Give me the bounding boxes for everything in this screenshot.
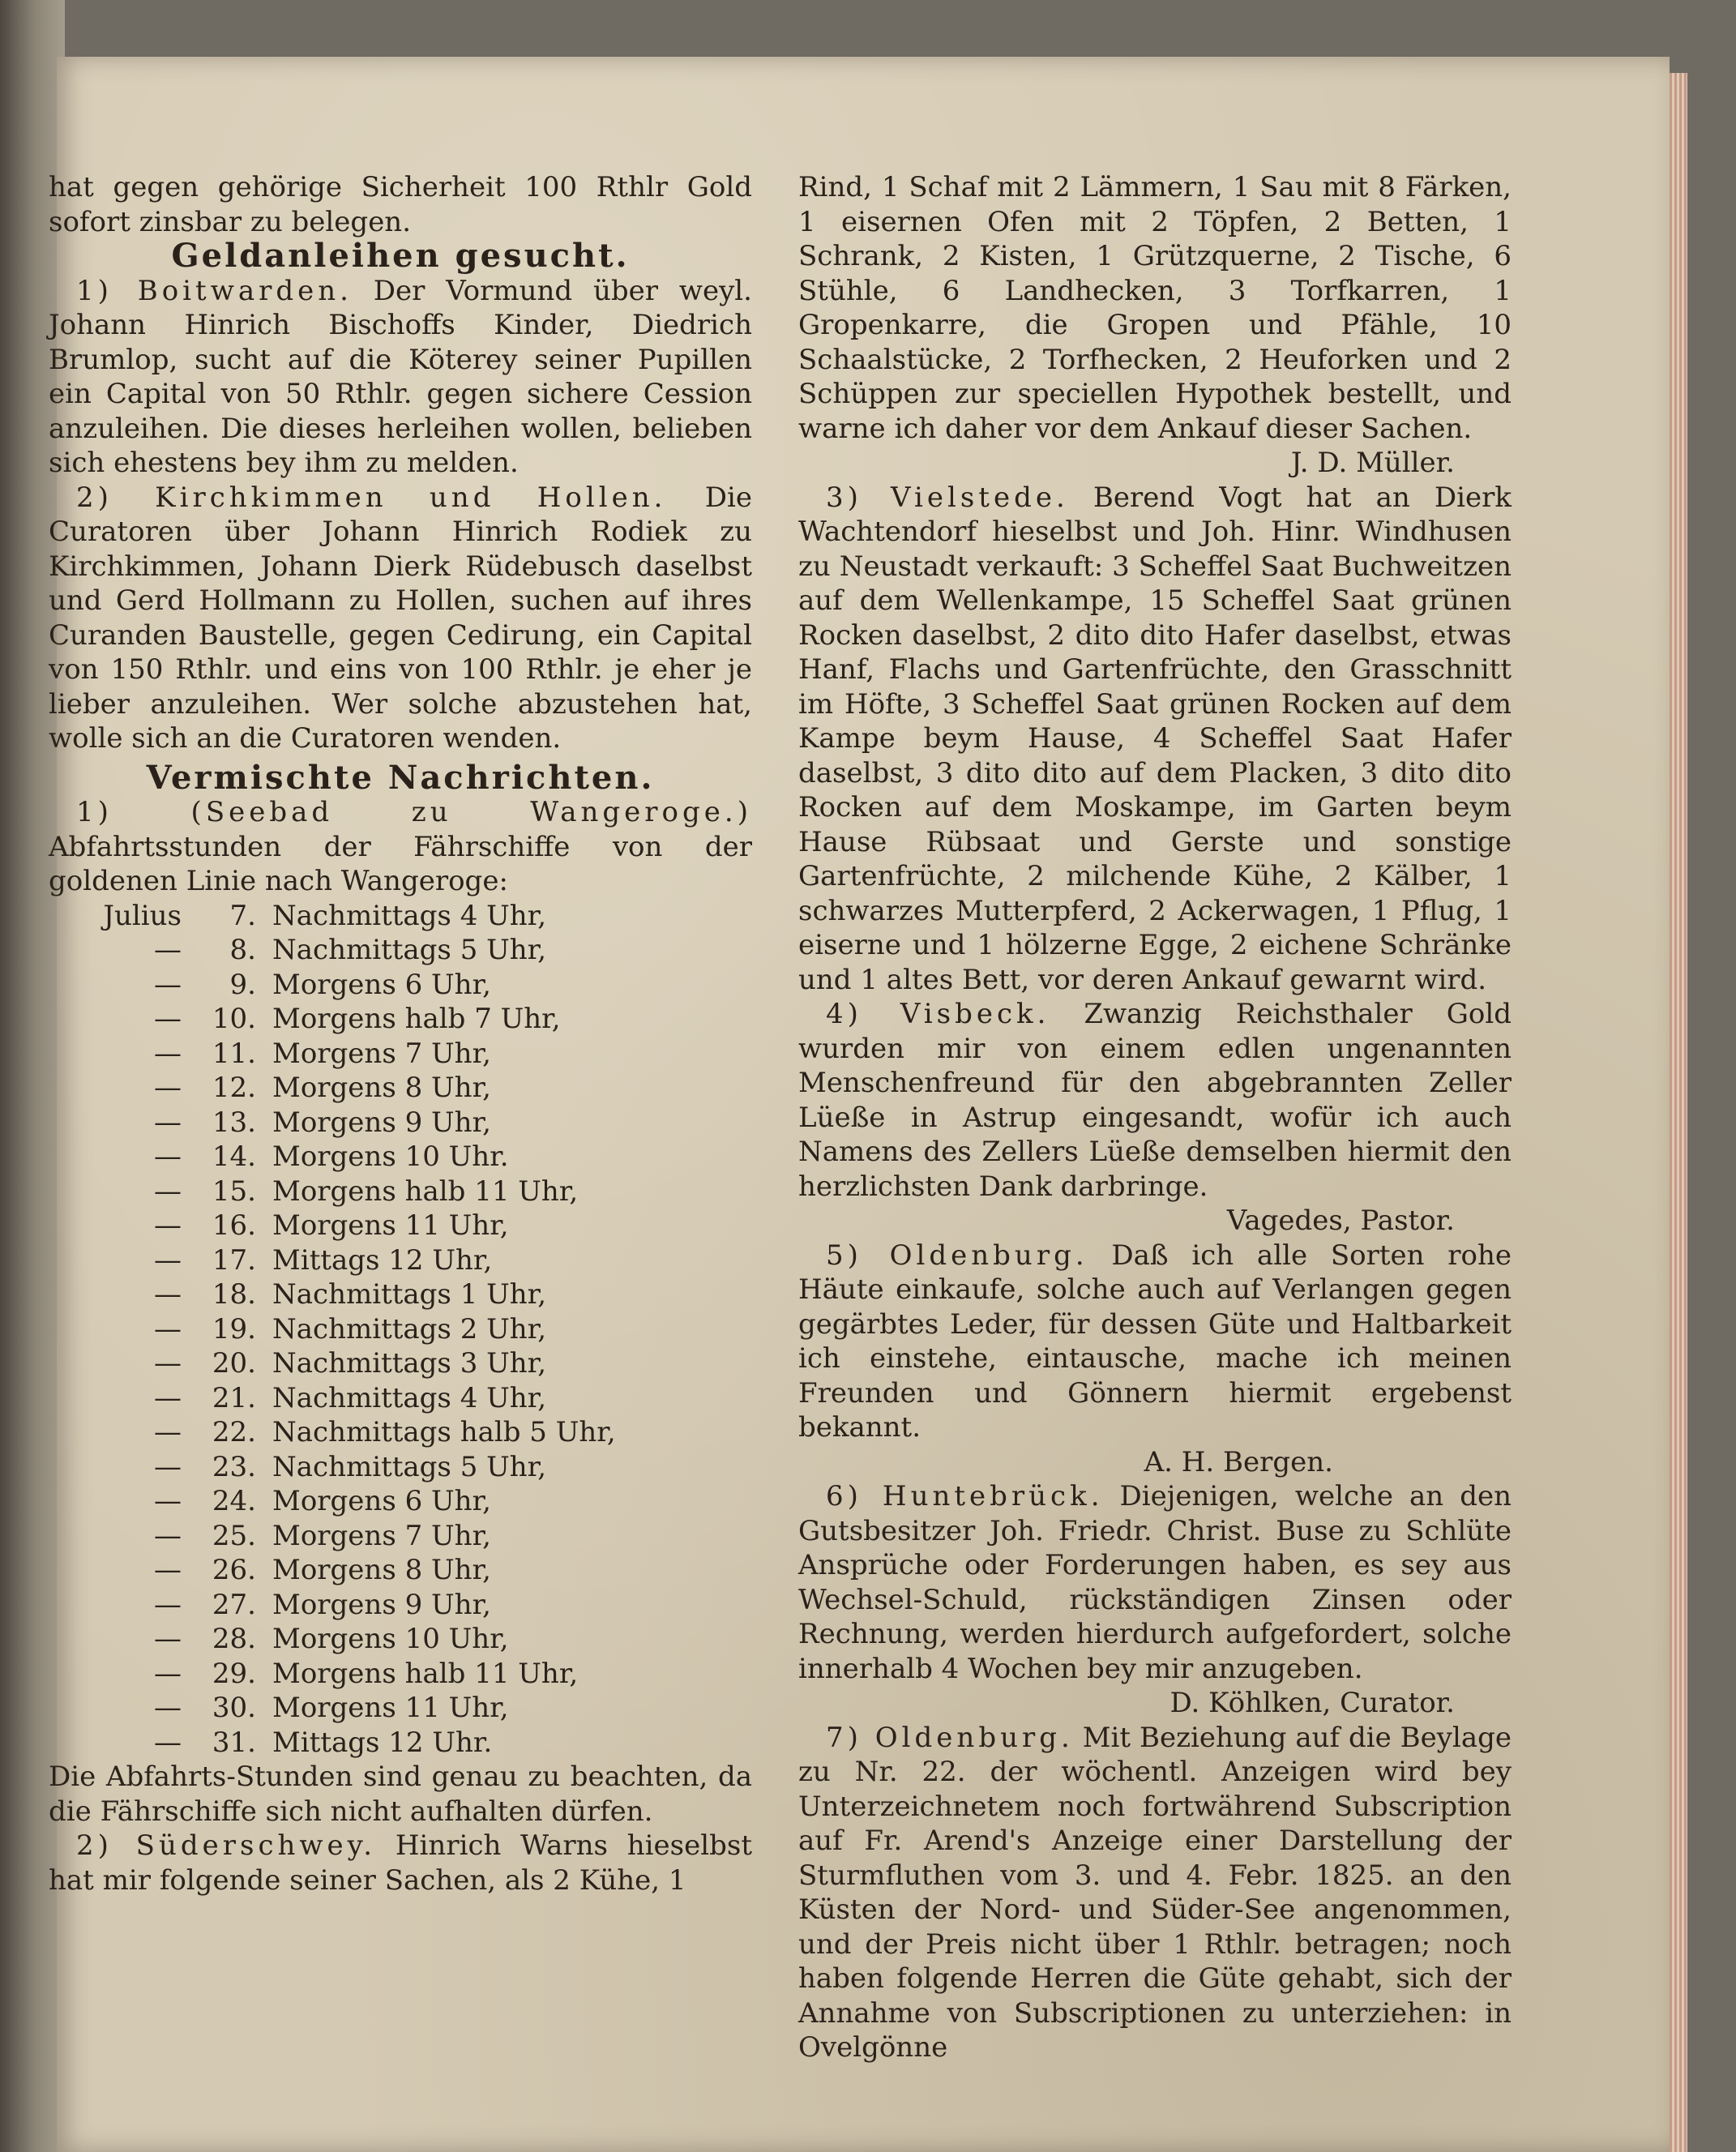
schedule-day: 31. [212,1726,256,1759]
schedule-time: Morgens 11 Uhr, [272,1209,509,1242]
schedule-row [49,1622,752,1657]
schedule-day: 11. [212,1037,256,1070]
schedule-row [49,1657,752,1692]
schedule-day: 13. [212,1106,256,1139]
notice-text: Abfahrtsstunden der Fährschiffe von der goldenen Linie nach Wangeroge: [49,830,752,897]
schedule-row [49,1312,752,1347]
schedule-day: 25. [212,1519,256,1552]
notice-continuation: Rind, 1 Schaf mit 2 Lämmern, 1 Sau mit 8 Färken, 1 eisernen Ofen mit 2 Töpfen, 2 Betten, 1 Schrank, 2 Kisten, 1 Grützquerne, 2 Tische, 6 Stühle, 6 Landhecken, 3 Torfkarren, 1 Gropenkarre, die Gropen und Pfähle, 10 Schaalstücke, 2 Torfhecken, 2 Heuforken und 2 Schüppen zur speciellen Hypothek bestellt, und warne ich daher vor dem Ankauf dieser Sachen. [798,171,1512,445]
schedule-note: Die Abfahrts-Stunden sind genau zu beachten, da die Fährschiffe sich nicht aufhalten dürfen. [49,1761,752,1828]
schedule-day: 18. [212,1278,256,1311]
schedule-time: Nachmittags halb 5 Uhr, [272,1416,616,1448]
schedule-month: — [154,1692,182,1724]
schedule-row [49,933,752,968]
schedule-day: 12. [212,1072,256,1104]
schedule-time: Morgens halb 11 Uhr, [272,1174,579,1208]
schedule-time: Nachmittags 5 Uhr, [272,934,547,966]
schedule-month: — [154,1657,182,1690]
schedule-day: 24. [212,1485,256,1517]
schedule-month: — [154,1312,182,1346]
schedule-row [49,1209,752,1243]
schedule-day: 29. [212,1657,256,1690]
schedule-month: — [154,1003,182,1035]
schedule-month: — [154,968,182,1001]
schedule-day: 30. [212,1692,256,1724]
schedule-month: — [154,1450,182,1483]
notice-place: 6) Huntebrück. [826,1480,1104,1512]
notice-boitwarden [49,274,752,481]
schedule-month: — [154,1726,182,1759]
schedule-row [49,1588,752,1623]
schedule-month: — [154,1278,182,1311]
schedule-time: Nachmittags 5 Uhr, [272,1450,547,1483]
notice-text: Berend Vogt hat an Dierk Wachtendorf hieselbst und Joh. Hinr. Windhusen zu Neustadt verkauft: 3 Scheffel Saat Buchweitzen auf dem Wellenkampe, 15 Scheffel Saat grünen Rocken daselbst, 2 dito dito Hafer daselbst, etwas Hanf, Flachs und Gartenfrüchte, den Grasschnitt im Höfte, 3 Scheffel Saat grünen Rocken auf dem Kampe beym Hause, 4 Scheffel Saat Hafer daselbst, 3 dito dito auf dem Placken, 3 dito dito Rocken auf dem Moskampe, im Garten beym Hause Rübsaat und Gerste und sonstige Gartenfrüchte, 2 milchende Kühe, 2 Kälber, 1 schwarzes Mutterpferd, 2 Ackerwagen, 1 Pflug, 1 eiserne und 1 hölzerne Egge, 2 eichene Schränke und 1 altes Bett, vor deren Ankauf gewarnt wird. [798,481,1512,996]
schedule-day: 26. [212,1554,256,1586]
schedule-row [49,1106,752,1140]
schedule-month: — [154,1106,182,1139]
schedule-month: — [154,1519,182,1552]
notice-huntebrueck [798,1479,1512,1686]
schedule-day: 22. [212,1416,256,1448]
schedule-row [49,1346,752,1381]
notice-place: 2) Süderschwey. [76,1829,377,1862]
notice-wangeroge [49,795,752,899]
schedule-time: Nachmittags 4 Uhr, [272,1381,547,1414]
schedule-month: — [154,1209,182,1242]
schedule-time: Nachmittags 2 Uhr, [272,1312,547,1346]
signature: J. D. Müller. [1290,447,1455,479]
schedule-row [49,1519,752,1554]
schedule-day: 28. [212,1623,256,1655]
right-column [798,170,1512,2065]
schedule-row [49,1415,752,1450]
signature: D. Köhlken, Curator. [1169,1687,1455,1719]
schedule-day: 10. [212,1003,256,1035]
notice-oldenburg-hides [798,1239,1512,1445]
signature: Vagedes, Pastor. [1226,1204,1455,1237]
schedule-day: 21. [212,1381,256,1414]
schedule-day: 7. [229,899,256,932]
schedule-day: 15. [212,1174,256,1208]
schedule-row [49,1381,752,1416]
notice-vielstede [798,481,1512,998]
schedule-time: Morgens 7 Uhr, [272,1037,491,1070]
intro-text: hat gegen gehörige Sicherheit 100 Rthlr Gold sofort zinsbar zu belegen. [49,171,752,238]
schedule-month: — [154,1072,182,1104]
schedule-day: 14. [212,1140,256,1173]
schedule-row [49,899,752,934]
notice-place: 4) Visbeck. [826,998,1050,1030]
notice-text: Diejenigen, welche an den Gutsbesitzer Joh. Friedr. Christ. Buse zu Schlüte Ansprüche oder Forderungen haben, es sey aus Wechsel-Schuld, rückständigen Zinsen oder Rechnung, werden hierdurch aufgefordert, solche innerhalb 4 Wochen bey mir anzugeben. [798,1480,1512,1685]
ferry-schedule [49,899,752,1761]
schedule-month: — [154,1623,182,1655]
schedule-row [49,1691,752,1726]
schedule-time: Morgens 9 Uhr, [272,1106,491,1139]
schedule-month: — [154,1347,182,1380]
schedule-day: 19. [212,1312,256,1346]
schedule-day: 20. [212,1347,256,1380]
schedule-time: Mittags 12 Uhr, [272,1243,493,1277]
schedule-row [49,968,752,1003]
schedule-day: 17. [212,1243,256,1277]
schedule-time: Nachmittags 1 Uhr, [272,1278,547,1311]
signature: A. H. Bergen. [1144,1445,1333,1478]
schedule-day: 9. [229,968,256,1001]
schedule-row [49,1726,752,1761]
schedule-month: — [154,1588,182,1621]
schedule-row [49,1174,752,1209]
schedule-month: — [154,1416,182,1448]
schedule-day: 23. [212,1450,256,1483]
schedule-row [49,1037,752,1072]
schedule-time: Morgens 6 Uhr, [272,968,491,1001]
page-edges [1670,73,1687,2152]
schedule-time: Nachmittags 4 Uhr, [272,899,547,932]
schedule-month: — [154,1140,182,1173]
schedule-month: Julius [103,899,182,932]
schedule-time: Nachmittags 3 Uhr, [272,1347,547,1380]
schedule-month: — [154,1174,182,1208]
schedule-month: — [154,1037,182,1070]
schedule-time: Morgens 8 Uhr, [272,1554,491,1586]
notice-kirchkimmen [49,481,752,756]
notice-place: 1) (Seebad zu Wangeroge.) [76,796,752,828]
notice-visbeck [798,997,1512,1204]
schedule-day: 16. [212,1209,256,1242]
section-heading-loans: Geldanleihen gesucht. [171,237,630,275]
notice-place: 5) Oldenburg. [826,1239,1088,1272]
schedule-time: Morgens 9 Uhr, [272,1588,491,1621]
schedule-row [49,1140,752,1174]
schedule-row [49,1071,752,1106]
notice-text: Daß ich alle Sorten rohe Häute einkaufe, solche auch auf Verlangen gegen gegärbtes Leder, für dessen Güte und Haltbarkeit ich einstehe, eintausche, mache ich meinen Freunden und Gönnern hiermit ergebenst bekannt. [798,1239,1512,1444]
schedule-time: Morgens 8 Uhr, [272,1072,491,1104]
schedule-row [49,1243,752,1278]
schedule-time: Morgens 11 Uhr, [272,1692,509,1724]
section-heading-misc: Vermischte Nachrichten. [146,758,655,797]
notice-text: Mit Beziehung auf die Beylage zu Nr. 22. der wöchentl. Anzeigen wird bey Unterzeichnetem noch fortwährend Subscription auf Fr. Arend's Anzeige einer Darstellung der Sturmfluthen vom 3. und 4. Febr. 1825. an den Küsten der Nord- und Süder-See angenommen, und der Preis nicht über 1 Rthlr. betragen; noch haben folgende Herren die Güte gehabt, sich der Annahme von Subscriptionen zu unterziehen: in Ovelgönne [798,1721,1512,2064]
schedule-time: Morgens 6 Uhr, [272,1485,491,1517]
schedule-row [49,1277,752,1312]
schedule-month: — [154,1485,182,1517]
notice-text: Die Curatoren über Johann Hinrich Rodiek zu Kirchkimmen, Johann Dierk Rüdebusch daselbst und Gerd Hollmann zu Hollen, suchen auf ihres Curanden Baustelle, gegen Cedirung, ein Capital von 150 Rthlr. und eins von 100 Rthlr. je eher je lieber anzuleihen. Wer solche abzustehen hat, wolle sich an die Curatoren wenden. [49,481,753,755]
schedule-row [49,1002,752,1037]
schedule-day: 27. [212,1588,256,1621]
notice-text: Zwanzig Reichsthaler Gold wurden mir von einem edlen ungenannten Menschenfreund für den abgebrannten Zeller Lüeße in Astrup eingesandt, wofür ich auch Namens des Zellers Lüeße demselben hiermit den herzlichsten Dank darbringe. [798,998,1512,1203]
schedule-row [49,1450,752,1485]
notice-place: 7) Oldenburg. [826,1721,1074,1754]
schedule-time: Morgens halb 11 Uhr, [272,1657,579,1690]
notice-text: Der Vormund über weyl. Johann Hinrich Bischoffs Kinder, Diedrich Brumlop, sucht auf die Köterey seiner Pupillen ein Capital von 50 Rthlr. gegen sichere Cession anzuleihen. Die dieses herleihen wollen, belieben sich ehestens bey ihm zu melden. [49,274,752,479]
notice-place: 3) Vielstede. [826,481,1069,514]
notice-suederschwey [49,1829,752,1897]
schedule-row [49,1484,752,1519]
schedule-time: Morgens halb 7 Uhr, [272,1003,561,1035]
schedule-time: Morgens 10 Uhr. [272,1140,509,1173]
left-column [49,170,752,1897]
schedule-day: 8. [229,934,256,966]
schedule-month: — [154,1554,182,1586]
schedule-row [49,1553,752,1588]
schedule-month: — [154,934,182,966]
notice-text: Hinrich Warns hieselbst hat mir folgende seiner Sachen, als 2 Kühe, 1 [49,1829,752,1897]
schedule-month: — [154,1243,182,1277]
notice-oldenburg-subscription [798,1721,1512,2065]
notice-place: 1) Boitwarden. [76,274,353,307]
schedule-time: Morgens 10 Uhr, [272,1623,509,1655]
schedule-time: Mittags 12 Uhr. [272,1726,493,1759]
schedule-month: — [154,1381,182,1414]
notice-place: 2) Kirchkimmen und Hollen. [76,481,667,514]
schedule-time: Morgens 7 Uhr, [272,1519,491,1552]
